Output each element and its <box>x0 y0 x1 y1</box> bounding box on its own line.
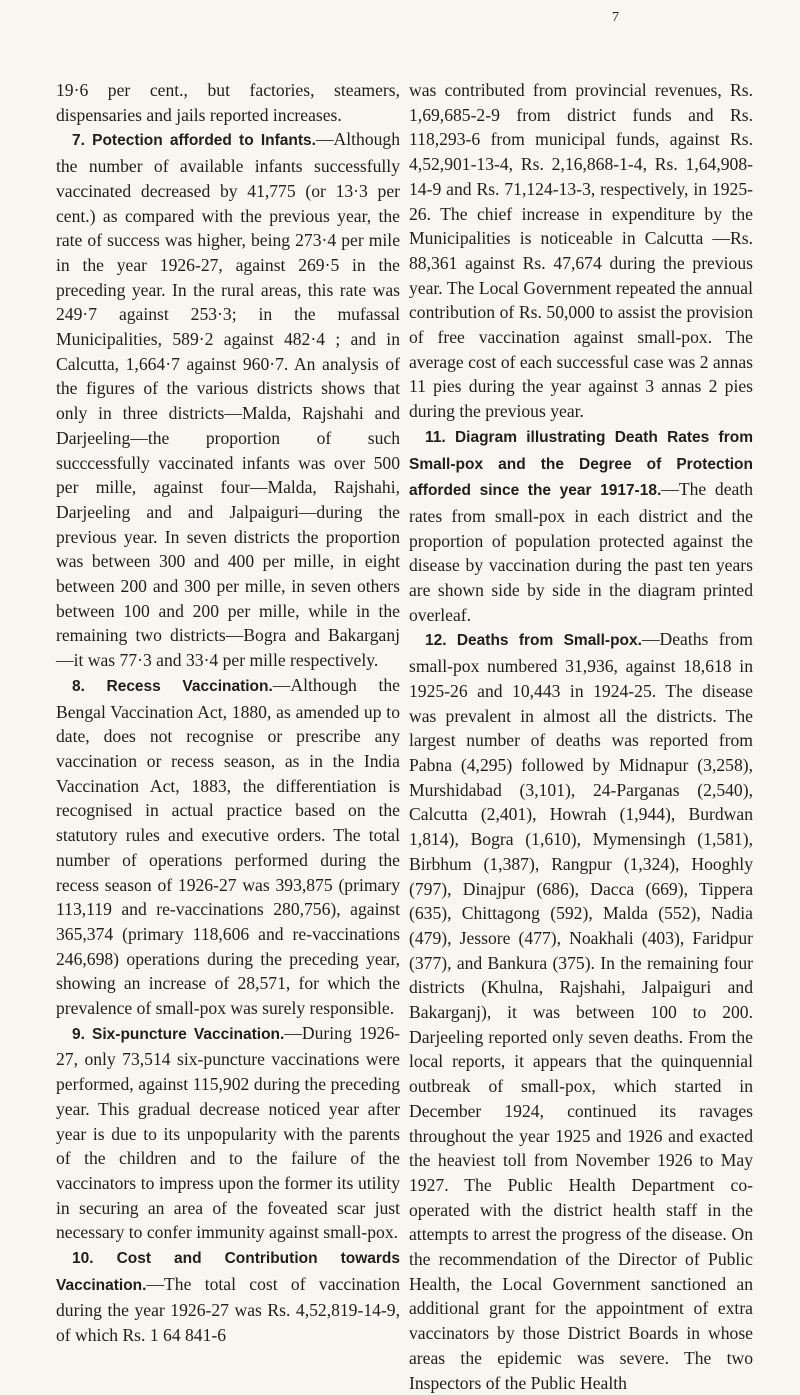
section-12-body: —Deaths from small-pox numbered 31,936, against 18,618 in 1925-26 and 10,443 in 1924-25. The disease was prevalent in almost all the districts. The largest number of deaths was reported from Pabna (4,295) followed by Midnapur (3,258), Murshidabad (3,101), 24-Parganas (2,540), Calcutta (2,401), Howrah (1,944), Burdwan 1,814), Bogra (1,610), Mymensingh (1,581), Birbhum (1,387), Rangpur (1,324), Hooghly (797), Dinajpur (686), Dacca (669), Tippera (635), Chittagong (592), Malda (552), Nadia (479), Jessore (477), Noakhali (403), Faridpur (377), and Bankura (375). In the remaining four districts (Khulna, Rajshahi, Jalpaiguri and Bakarganj), it was between 100 to 200. Darjeeling reported only seven deaths. From the local reports, it appears that the quinquennial outbreak of small-pox, which started in December 1924, continued its ravages throughout the year 1925 and 1926 and exacted the heaviest toll from November 1926 to May 1927. The Public Health Department co-operated with the district health staff in the attempts to arrest the progress of the disease. On the recommendation of the Director of Public Health, the Local Government sanctioned an additional grant for the appointment of extra vaccinators by those District Boards in whose areas the epidemic was severe. The two Inspectors of the Public Health <box>409 629 753 1393</box>
section-9-body: —During 1926-27, only 73,514 six-puncture vaccinations were performed, against 115,902 during the preceding year. This gradual decrease noticed year after year is due to its unpopularity with the parents of the children and to the failure of the vaccinators to impress upon the former its utility in securing an area of the foveated scar just necessary to confer immunity against small-pox. <box>56 1022 400 1243</box>
intro-paragraph: 19·6 per cent., but factories, steamers, dispensaries and jails reported increases. <box>56 80 400 125</box>
left-column <box>56 78 400 1348</box>
section-11 <box>409 424 753 628</box>
section-10 <box>56 1245 400 1348</box>
right-column <box>409 78 753 1395</box>
section-7-heading: 7. Potection afforded to Infants. <box>72 132 316 150</box>
section-10-body: —The total cost of vaccination during the year 1926-27 was Rs. 4,52,819-14-9, of which Rs. 1 64 841-6 <box>56 1273 400 1346</box>
section-8-body: —Although the Bengal Vaccination Act, 1880, as amended up to date, does not recognise or prescribe any vaccination or recess season, as in the India Vaccination Act, 1883, the differentiation is recognised in actual practice based on the statutory rules and executive orders. The total number of operations performed during the recess season of 1926-27 was 393,875 (primary 113,119 and re-vaccinations 280,756), against 365,374 (primary 118,606 and re-vaccinations 246,698) operations during the preceding year, showing an increase of 28,571, for which the prevalence of small-pox was surely responsible. <box>56 674 400 1019</box>
section-11-body: —The death rates from small-pox in each district and the proportion of population protected against the disease by vaccination during the past ten years are shown side by side in the diagram printed overleaf. <box>409 479 753 625</box>
page-number: 7 <box>612 10 619 25</box>
section-9-heading: 9. Six-puncture Vaccination. <box>72 1025 285 1043</box>
section-10-heading: 10. Cost and Contribution towards Vaccination. <box>56 1250 400 1294</box>
section-12-heading: 12. Deaths from Small-pox. <box>425 632 642 650</box>
section-9 <box>56 1021 400 1245</box>
continuation-paragraph: was contributed from provincial revenues, Rs. 1,69,685-2-9 from district funds and Rs. 118,293-6 from municipal funds, against Rs. 4,52,901-13-4, Rs. 2,16,868-1-4, Rs. 1,64,908-14-9 and Rs. 71,124-13-3, respectively, in 1925-26. The chief increase in expenditure by the Municipalities is noticeable in Calcutta —Rs. 88,361 against Rs. 47,674 during the previous year. The Local Government repeated the annual contribution of Rs. 50,000 to assist the provision of free vaccination against small-pox. The average cost of each successful case was 2 annas 11 pies during the year against 3 annas 2 pies during the previous year. <box>409 80 753 422</box>
section-7 <box>56 127 400 672</box>
section-11-heading: 11. Diagram illustrating Death Rates from Small-pox and the Degree of Protection afforded since the year 1917-18. <box>409 428 753 500</box>
section-7-body: —Although the number of available infants successfully vaccinated decreased by 41,775 (or 13·3 per cent.) as compared with the previous year, the rate of success was higher, being 273·4 per mile in the year 1926-27, against 269·5 in the preceding year. In the rural areas, this rate was 249·7 against 253·3; in the mufassal Municipalities, 589·2 against 482·4 ; and in Calcutta, 1,664·7 against 960·7. An analysis of the figures of the various districts shows that only in three districts—Malda, Rajshahi and Darjeeling—the proportion of such succcessfully vaccinated infants was over 500 per mille, against four—Malda, Rajshahi, Darjeeling and and Jalpaiguri—during the previous year. In seven districts the proportion was between 300 and 400 per mille, in eight between 200 and 300 per mille, in seven others between 100 and 200 per mille, while in the remaining two districts—Bogra and Bakarganj—it was 77·3 and 33·4 per mille respectively. <box>56 129 401 671</box>
section-8-heading: 8. Recess Vaccination. <box>72 677 273 695</box>
section-12 <box>409 627 753 1395</box>
section-8 <box>56 673 400 1021</box>
